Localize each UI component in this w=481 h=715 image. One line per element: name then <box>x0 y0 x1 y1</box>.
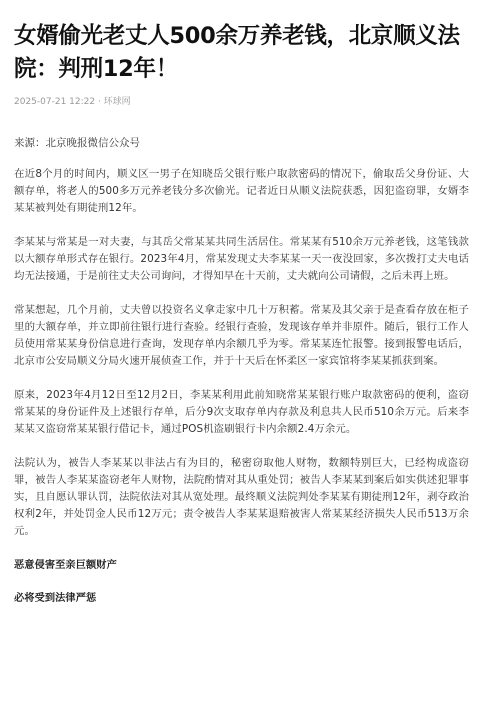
article-paragraph: 常某想起，几个月前，丈夫曾以投资名义拿走家中几十万积蓄。常某及其父亲于是查看存放在柜子里的大额存单，并立即前往银行进行查验。经银行查验，发现该存单并非原件。随后，银行工作人员使用常某某身份信息进行查询，发现存单内余额几乎为零。常某某连忙报警。接到报警电话后，北京市公安局顺义分局火速开展侦查工作，并于十天后在怀柔区一家宾馆将李某某抓获到案。 <box>14 304 469 367</box>
closing-line: 必将受到法律严惩 <box>14 593 97 604</box>
article-paragraph: 原来，2023年4月12日至12月2日，李某某利用此前知晓常某某银行账户取款密码的便利，盗窃常某某的身份证件及上述银行存单，后分9次支取存单内存款及利息共人民币510余万元。后来李某某又盗窃常某某银行借记卡，通过POS机盗刷银行卡内余额2.4万余元。 <box>14 389 469 435</box>
article-paragraph: 李某某与常某是一对夫妻，与其岳父常某某共同生活居住。常某某有510余万元养老钱，这笔钱款以大额存单形式存在银行。2023年4月，常某发现丈夫李某某一天一夜没回家，多次拨打丈夫电话均无法接通，于是前往丈夫公司询问，才得知早在十天前，丈夫就向公司请假，之后未再上班。 <box>14 236 469 282</box>
article-paragraph: 在近8个月的时间内，顺义区一男子在知晓岳父银行账户取款密码的情况下，偷取岳父身份证、大额存单，将老人的500多万元养老钱分多次偷光。记者近日从顺义法院获悉，因犯盗窃罪，女婿李某某被判处有期徒刑12年。 <box>14 168 469 214</box>
closing-line: 恶意侵害至亲巨额财产 <box>14 560 117 571</box>
article-paragraph: 法院认为，被告人李某某以非法占有为目的，秘密窃取他人财物，数额特别巨大，已经构成盗窃罪，被告人李某某盗窃老年人财物，法院酌情对其从重处罚；被告人李某某到案后如实供述犯罪事实，且自愿认罪认罚，法院依法对其从宽处理。最终顺义法院判处李某某有期徒刑12年，剥夺政治权利2年，并处罚金人民币12万元；责令被告人李某某退赔被害人常某某经济损失人民币513万余元。 <box>14 457 469 537</box>
article-meta: 2025-07-21 12:22 · 环球网 <box>14 97 131 107</box>
article-title: 女婿偷光老丈人500余万养老钱，北京顺义法院：判刑12年！ <box>14 23 460 82</box>
article-source: 来源：北京晚报微信公众号 <box>14 137 140 149</box>
